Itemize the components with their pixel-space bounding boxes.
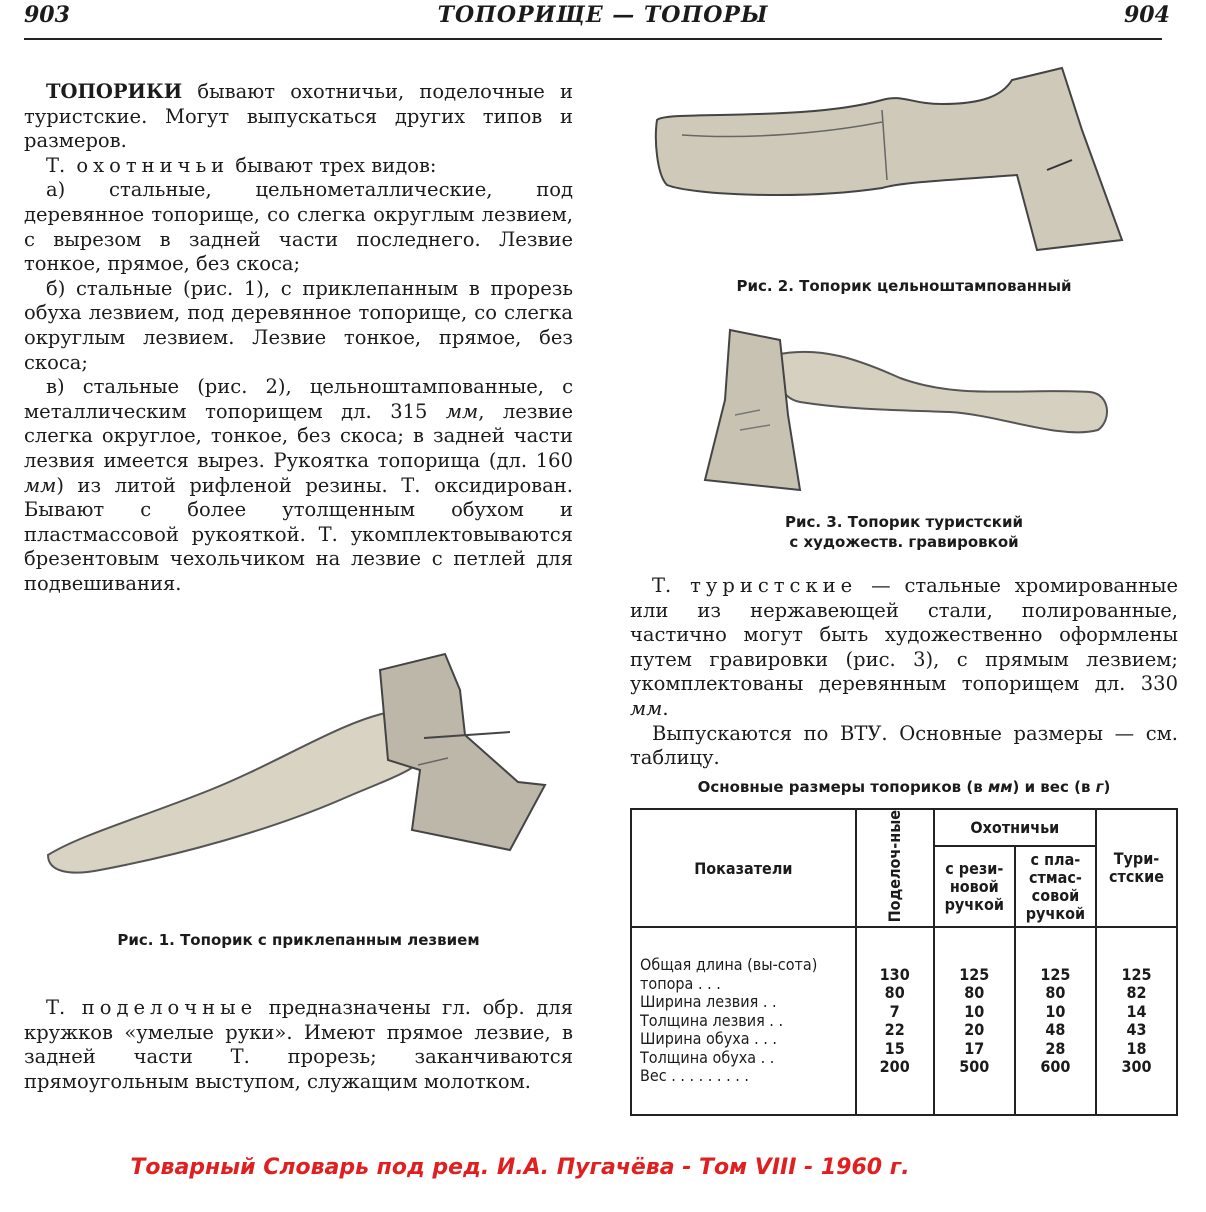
figure-2-caption: Рис. 2. Топорик цельноштампованный bbox=[736, 277, 1072, 295]
table-cell-plast: 48 bbox=[1045, 1020, 1066, 1040]
table-cell-turist: 300 bbox=[1121, 1057, 1152, 1077]
figure-1-caption: Рис. 1. Топорик с приклепанным лезвием bbox=[117, 931, 480, 949]
dimensions-table bbox=[630, 808, 1178, 1116]
table-cell-plast: 80 bbox=[1045, 983, 1066, 1003]
source-footer: Товарный Словарь под ред. И.А. Пугачёва - Том VIII - 1960 г. bbox=[130, 1155, 910, 1180]
axe-figure-2 bbox=[652, 60, 1172, 270]
table-cell-turist: 82 bbox=[1126, 983, 1147, 1003]
left-column-text-2 bbox=[24, 996, 573, 1094]
header-hunting: Охотничьи bbox=[934, 809, 1096, 846]
paragraph-vtu: Выпускаются по ВТУ. Основные размеры — см. таблицу. bbox=[630, 721, 1178, 770]
table-cell-rez: 500 bbox=[959, 1057, 990, 1077]
header-rule bbox=[24, 38, 1162, 40]
table-cell-turist: 14 bbox=[1126, 1001, 1147, 1021]
axe-figure-1 bbox=[40, 640, 560, 900]
paragraph-intro: ТОПОРИКИ бывают охотничьи, поделочные и туристские. Могут выпускаться других типов и размеров. bbox=[24, 80, 573, 153]
table-cell-label: Вес . . . . . . . . . bbox=[640, 1066, 749, 1086]
table-body-row bbox=[631, 927, 1177, 1115]
table-cell-podel: 80 bbox=[884, 983, 905, 1003]
table-cell-plast: 28 bbox=[1045, 1038, 1066, 1058]
table-cell-rez: 17 bbox=[964, 1038, 985, 1058]
running-title: ТОПОРИЩЕ — ТОПОРЫ bbox=[437, 2, 769, 28]
values-podel bbox=[856, 927, 934, 1115]
table-cell-turist: 125 bbox=[1121, 964, 1152, 984]
paragraph-hunting: Т. охотничьи бывают трех видов: bbox=[46, 153, 437, 177]
table-cell-label: Толщина обуха . . bbox=[640, 1047, 775, 1067]
header-tourist: Тури-стские bbox=[1096, 809, 1177, 927]
table-cell-rez: 125 bbox=[959, 964, 990, 984]
table-cell-podel: 200 bbox=[879, 1057, 910, 1077]
paragraph-craft: Т. поделочные предназначены гл. обр. для кружков «умелые руки». Имеют прямое лезвие, в задней части Т. прорезь; заканчиваются прямоугольным выступом, служащим молотком. bbox=[24, 996, 574, 1093]
header-plastic: с пла-стмас-совой ручкой bbox=[1015, 846, 1096, 928]
paragraph-type-b: б) стальные (рис. 1), с приклепанным в прорезь обуха лезвием, под деревянное топорище, со слегка округлым лезвием. Лезвие тонкое, прямое, без скоса; bbox=[24, 276, 573, 374]
table-cell-podel: 7 bbox=[889, 1001, 900, 1021]
table-cell-turist: 43 bbox=[1126, 1020, 1147, 1040]
figure-3-caption-line-1: Рис. 3. Топорик туристский bbox=[785, 513, 1023, 531]
header-podel: Поделоч-ные bbox=[856, 809, 934, 927]
values-tourist bbox=[1096, 927, 1177, 1115]
table-cell-rez: 80 bbox=[964, 983, 985, 1003]
table-cell-label: Толщина лезвия . . bbox=[640, 1010, 784, 1030]
table-cell-plast: 125 bbox=[1040, 964, 1071, 984]
table-title: Основные размеры топориков (в мм) и вес (в г) bbox=[697, 778, 1111, 796]
row-labels bbox=[631, 927, 856, 1115]
table-cell-plast: 10 bbox=[1045, 1001, 1066, 1021]
header-indicators: Показатели bbox=[631, 809, 856, 927]
header-rubber: с рези-новой ручкой bbox=[934, 846, 1015, 928]
page-number-left: 903 bbox=[24, 2, 70, 28]
table-cell-turist: 18 bbox=[1126, 1038, 1147, 1058]
paragraph-tourist: Т. туристские — стальные хромированные или из нержавеющей стали, полированные, частично могут быть художественно оформлены путем гравировки (рис. 3), с прямым лезвием; укомплектованы деревянным топорищем дл. 330 мм. bbox=[630, 574, 1178, 720]
table-cell-label: Ширина лезвия . . bbox=[640, 992, 777, 1012]
table-cell-plast: 600 bbox=[1040, 1057, 1071, 1077]
values-plastic bbox=[1015, 927, 1096, 1115]
axe-figure-3 bbox=[700, 320, 1120, 500]
values-rubber bbox=[934, 927, 1015, 1115]
paragraph-type-c: в) стальные (рис. 2), цельноштампованные, с металлическим топорищем дл. 315 мм, лезвие слегка округлое, тонкое, без скоса; в задней части лезвия имеется вырез. Рукоятка топорища (дл. 160 мм) из литой рифленой резины. Т. оксидирован. Бывают с более утолщенным обухом и пластмассовой рукояткой. Т. укомплектовываются брезентовым чехольчиком на лезвие с петлей для подвешивания. bbox=[24, 375, 573, 595]
table-cell-podel: 15 bbox=[884, 1038, 905, 1058]
term-heading: ТОПОРИКИ bbox=[46, 80, 183, 103]
table-cell-label: Общая длина (вы-сота) топора . . . bbox=[640, 955, 818, 993]
figure-3-caption bbox=[630, 512, 1178, 552]
table-cell-rez: 20 bbox=[964, 1020, 985, 1040]
table-cell-rez: 10 bbox=[964, 1001, 985, 1021]
left-column-text bbox=[24, 80, 573, 596]
paragraph-type-a: а) стальные, цельнометаллические, под деревянное топорище, со слегка округлым лезвием, с вырезом в задней части последнего. Лезвие тонкое, прямое, без скоса; bbox=[24, 178, 573, 276]
table-cell-podel: 130 bbox=[879, 964, 910, 984]
page-number-right: 904 bbox=[1124, 2, 1170, 28]
figure-3-caption-line-2: с художеств. гравировкой bbox=[789, 533, 1019, 551]
table-cell-label: Ширина обуха . . . bbox=[640, 1029, 777, 1049]
table-cell-podel: 22 bbox=[884, 1020, 905, 1040]
right-column-text bbox=[630, 574, 1178, 771]
